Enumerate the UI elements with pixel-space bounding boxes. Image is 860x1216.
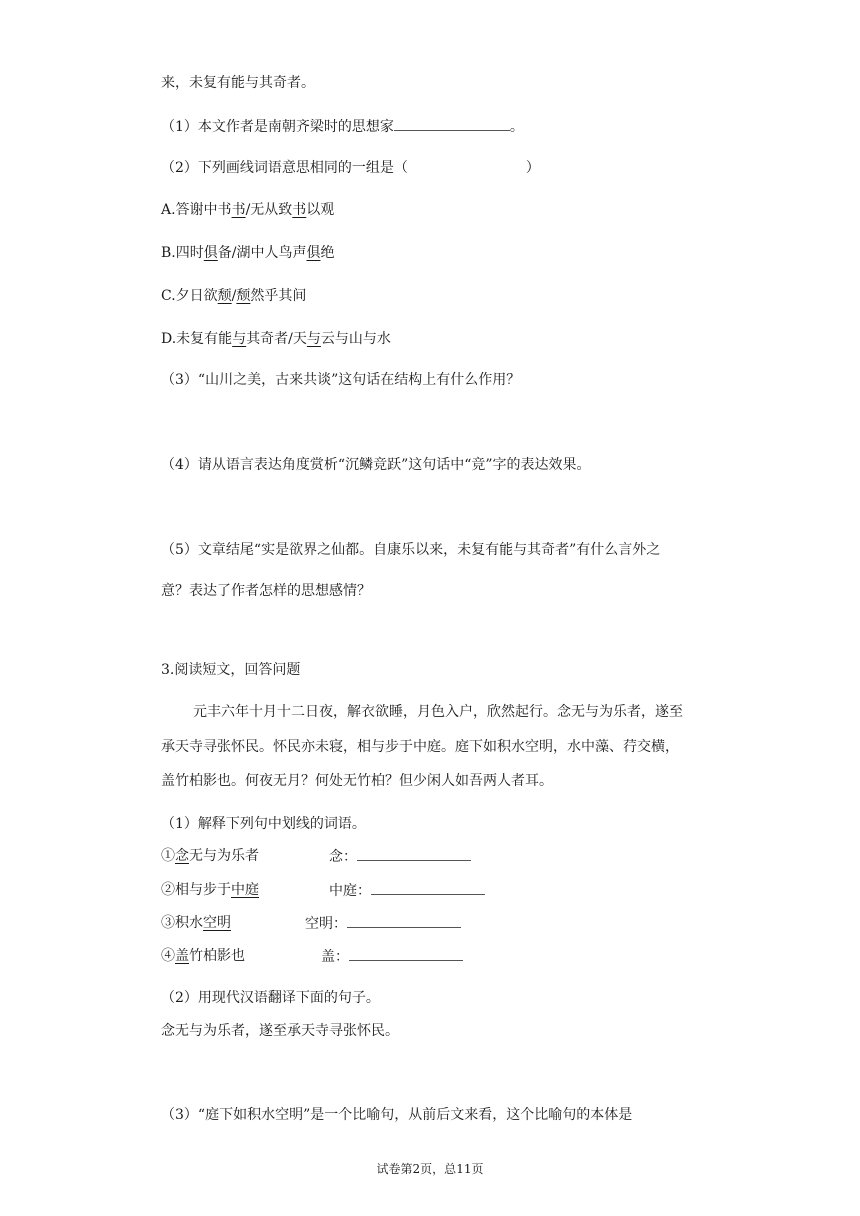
question-3-1: （1）解释下列句中划线的词语。 [161, 816, 366, 832]
answer-blank [347, 913, 461, 928]
vocab-answer-3: 空明： [305, 913, 461, 934]
vocab-answer-1: 念： [329, 846, 471, 867]
answer-blank [394, 116, 510, 131]
page-number: 2 [412, 1162, 421, 1176]
answer-blank [371, 880, 485, 895]
option-b: B.四时俱备/湖中人鸟声俱绝 [161, 245, 335, 261]
translation-sentence: 念无与为乐者，遂至承天寺寻张怀民。 [161, 1023, 399, 1039]
question-2-5-line-2: 意？表达了作者怎样的思想感情？ [161, 583, 371, 599]
passage-line-2: 承天寺寻张怀民。怀民亦未寝，相与步于中庭。庭下如积水空明，水中藻、荇交横， [161, 739, 679, 755]
answer-blank [357, 846, 471, 861]
vocab-item-3: ③积水空明 [161, 915, 231, 931]
page-footer: 试卷第2页，总11页 [376, 1162, 484, 1176]
question-2-3: （3）“山川之美，古来共谈”这句话在结构上有什么作用？ [161, 372, 521, 388]
option-c: C.夕日欲颓/颓然乎其间 [161, 288, 307, 304]
option-a: A.答谢中书书/无从致书以观 [161, 202, 335, 218]
question-2-1: （1）本文作者是南朝齐梁时的思想家 。 [161, 116, 524, 137]
passage-continuation: 来，未复有能与其奇者。 [161, 75, 315, 91]
question-2-2: （2）下列画线词语意思相同的一组是（ ） [161, 160, 540, 176]
vocab-answer-2: 中庭： [329, 880, 485, 901]
option-d: D.未复有能与其奇者/天与云与山与水 [161, 331, 391, 347]
question-3-2: （2）用现代汉语翻译下面的句子。 [161, 990, 380, 1006]
passage-line-3: 盖竹柏影也。何夜无月？何处无竹柏？但少闲人如吾两人者耳。 [161, 773, 553, 789]
question-2-5-line-1: （5）文章结尾“实是欲界之仙都。自康乐以来，未复有能与其奇者”有什么言外之 [161, 542, 661, 558]
question-3-3: （3）“庭下如积水空明”是一个比喻句，从前后文来看，这个比喻句的本体是 [161, 1107, 633, 1123]
vocab-item-2: ②相与步于中庭 [161, 882, 259, 898]
question-2-4: （4）请从语言表达角度赏析“沉鳞竞跃”这句话中“竞”字的表达效果。 [161, 457, 591, 473]
passage-line-1: 元丰六年十月十二日夜，解衣欲睡，月色入户，欣然起行。念无与为乐者，遂至 [193, 704, 683, 720]
vocab-item-4: ④盖竹柏影也 [161, 948, 245, 964]
vocab-item-1: ①念无与为乐者 [161, 848, 259, 864]
vocab-answer-4: 盖： [321, 946, 463, 967]
answer-blank [349, 946, 463, 961]
question-3-title: 3.阅读短文，回答问题 [161, 662, 301, 678]
total-pages: 11 [456, 1162, 472, 1176]
